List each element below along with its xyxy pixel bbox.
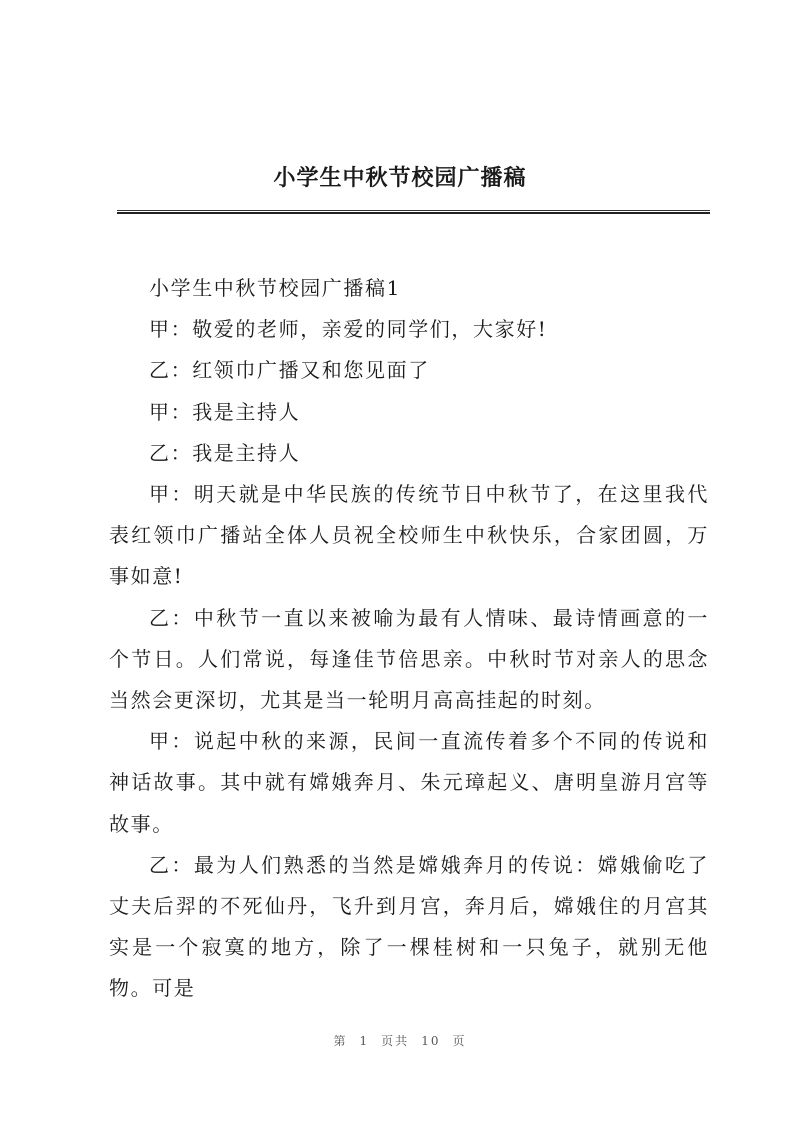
footer-middle: 页共: [381, 1034, 410, 1048]
paragraph: 甲：说起中秋的来源，民间一直流传着多个不同的传说和神话故事。其中就有嫦娥奔月、朱元璋起义、唐明皇游月宫等故事。: [109, 729, 709, 836]
paragraph: 甲：明天就是中华民族的传统节日中秋节了，在这里我代表红领巾广播站全体人员祝全校师生中秋快乐，合家团圆，万事如意!: [109, 482, 709, 589]
paragraph: 甲：我是主持人: [149, 399, 301, 424]
footer-suffix: 页: [452, 1034, 467, 1048]
paragraph: 甲：敬爱的老师，亲爱的同学们，大家好!: [149, 317, 548, 342]
paragraph: 乙：最为人们熟悉的当然是嫦娥奔月的传说：嫦娥偷吃了丈夫后羿的不死仙丹，飞升到月宫，奔月后，嫦娥住的月宫其实是一个寂寞的地方，除了一棵桂树和一只兔子，就别无他物。可是: [109, 852, 709, 1001]
paragraph: 乙：红领巾广播又和您见面了: [149, 358, 430, 383]
paragraph: 乙：我是主持人: [149, 440, 301, 465]
paragraph: 小学生中秋节校园广播稿1: [149, 276, 401, 300]
footer-prefix: 第: [333, 1034, 348, 1048]
footer-current-page: 1: [359, 1034, 370, 1048]
page-footer: [0, 1032, 800, 1049]
document-title: 小学生中秋节校园广播稿: [273, 166, 527, 191]
footer-total-pages: 10: [421, 1034, 441, 1048]
paragraph: 乙：中秋节一直以来被喻为最有人情味、最诗情画意的一个节日。人们常说，每逢佳节倍思亲。中秋时节对亲人的思念当然会更深切，尤其是当一轮明月高高挂起的时刻。: [109, 605, 709, 713]
title-divider: [117, 210, 710, 214]
document-body: [109, 268, 709, 1010]
